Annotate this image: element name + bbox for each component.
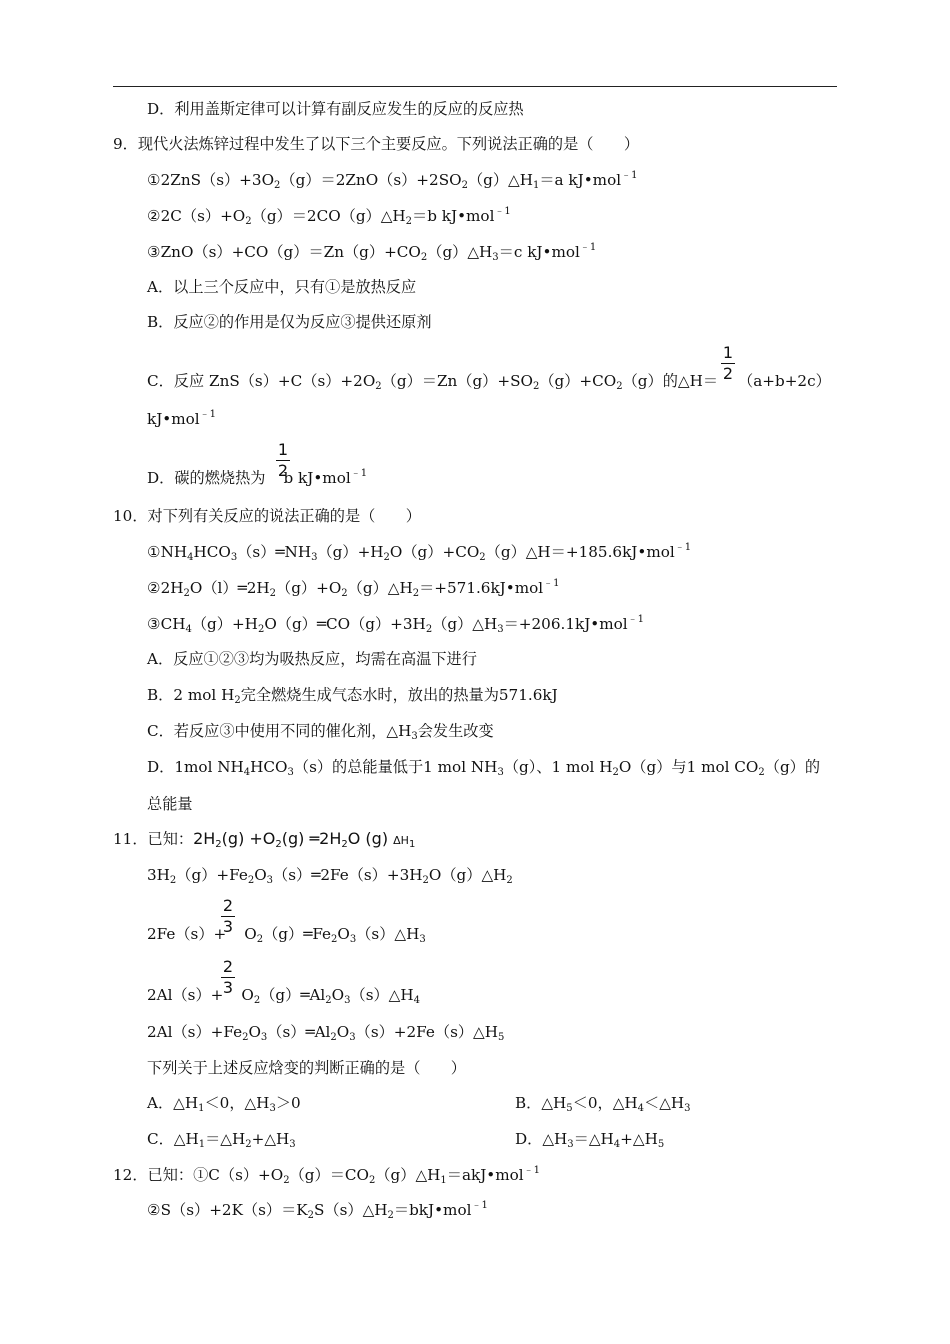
q10-option-a: A．反应①②③均为吸热反应，均需在高温下进行 [147, 650, 477, 668]
q11-reaction-4: $2Al(s)+ O_2(g)═Al_2O_3(s)\triangle H_4$ [147, 986, 420, 1006]
q10-option-c: C．若反应③中使用不同的催化剂，$\triangle H_3$会发生改变 [147, 722, 494, 742]
q11-reaction-3-fraction: 2 3 [222, 896, 234, 936]
q8-option-d: D．利用盖斯定律可以计算有副反应发生的反应的反应热 [147, 100, 524, 118]
q11-reaction-5: $2Al(s)+Fe_2O_3(s)═Al_2O_3(s)+2Fe(s)\triangle H_5$ [147, 1023, 505, 1043]
q10-reaction-1: $①NH_4HCO_3(s)═NH_3(g)+H_2O(g)+CO_2(g)\triangle H=+185.6kJ•mol^{﹣1}$ [147, 542, 692, 563]
q11-option-a: A．$\triangle H_1<0$，$\triangle H_3>0$ [147, 1094, 301, 1114]
q11-question: 下列关于上述反应焓变的判断正确的是（ ） [147, 1059, 466, 1077]
q12-reaction-2: $②S(s)+2K(s)=K_2S(s)\triangle H_2=bkJ•mol^{﹣1}$ [147, 1200, 488, 1221]
q11-option-d: D．$\triangle H_3=\triangle H_4+\triangle H_5$ [515, 1130, 665, 1150]
q10-reaction-3: $③CH_4(g)+H_2O(g)═CO(g)+3H_2(g)\triangle H_3=+206.1kJ•mol^{﹣1}$ [147, 614, 645, 635]
q9-option-c: C．反应 $ZnS(s)+C(s)+2O_2(g)=Zn(g)+SO_2(g)+CO_2(g)$的△H＝ （a+b+2c） [147, 372, 831, 392]
q10-option-b: B．2 mol $H_2$完全燃烧生成气态水时，放出的热量为571.6kJ [147, 686, 558, 706]
q11-reaction-3: $2Fe(s)+ O_2(g)═Fe_2O_3(s)\triangle H_3$ [147, 925, 426, 945]
q9-option-c-unit: kJ•mol$^{﹣1}$ [147, 409, 217, 428]
q9-option-b: B．反应②的作用是仅为反应③提供还原剂 [147, 313, 432, 331]
q9-reaction-1: $①2ZnS(s)+3O_2(g)=2ZnO(s)+2SO_2(g)\triangle H_1=a$ kJ•mol$^{﹣1}$ [147, 170, 638, 191]
q11-option-b: B．$\triangle H_5<0$，$\triangle H_4<\triangle H_3$ [515, 1094, 691, 1114]
q9-reaction-3: $③ZnO(s)+CO(g)=Zn(g)+CO_2(g)\triangle H_3=c$ kJ•mol$^{﹣1}$ [147, 242, 597, 263]
q12-stem: 12．已知：$①C(s)+O_2(g)=CO_2(g)\triangle H_1=akJ•mol^{﹣1}$ [113, 1165, 541, 1186]
q11-reaction-2: $3H_2(g)+Fe_2O_3(s)═2Fe(s)+3H_2O(g)\triangle H_2$ [147, 866, 513, 886]
q10-reaction-2: $②2H_2O(l)═2H_2(g)+O_2(g)\triangle H_2=+571.6kJ•mol^{﹣1}$ [147, 578, 560, 599]
q11-option-c: C．$\triangle H_1=\triangle H_2+\triangle H_3$ [147, 1130, 296, 1150]
q10-option-d: D．1mol $NH_4HCO_3(s)$的总能量低于1 mol $NH_3(g)$、1 mol $H_2O(g)$与1 mol $CO_2(g)$的 [147, 758, 821, 778]
header-rule [113, 86, 837, 87]
q10-stem: 10．对下列有关反应的说法正确的是（ ） [113, 507, 421, 525]
q10-option-d-cont: 总能量 [147, 795, 193, 813]
q9-option-d: D．碳的燃烧热为 b kJ•mol$^{﹣1}$ [147, 468, 368, 487]
q9-reaction-2: $②2C(s)+O_2(g)=2CO(g)\triangle H_2=b$ kJ•mol$^{﹣1}$ [147, 206, 511, 227]
q9-option-a: A．以上三个反应中，只有①是放热反应 [147, 278, 417, 296]
q11-reaction-4-fraction: 2 3 [222, 957, 234, 997]
q11-stem: 11．已知：$2H_2(g) +O_2(g)$ $═2H_2O$ (g) $\Delta H_1$ [113, 829, 416, 850]
q9-stem: 9．现代火法炼锌过程中发生了以下三个主要反应。下列说法正确的是（ ） [113, 135, 640, 153]
q9-option-c-fraction: 1 2 [722, 343, 734, 383]
q9-option-d-fraction: 1 2 [277, 440, 289, 480]
